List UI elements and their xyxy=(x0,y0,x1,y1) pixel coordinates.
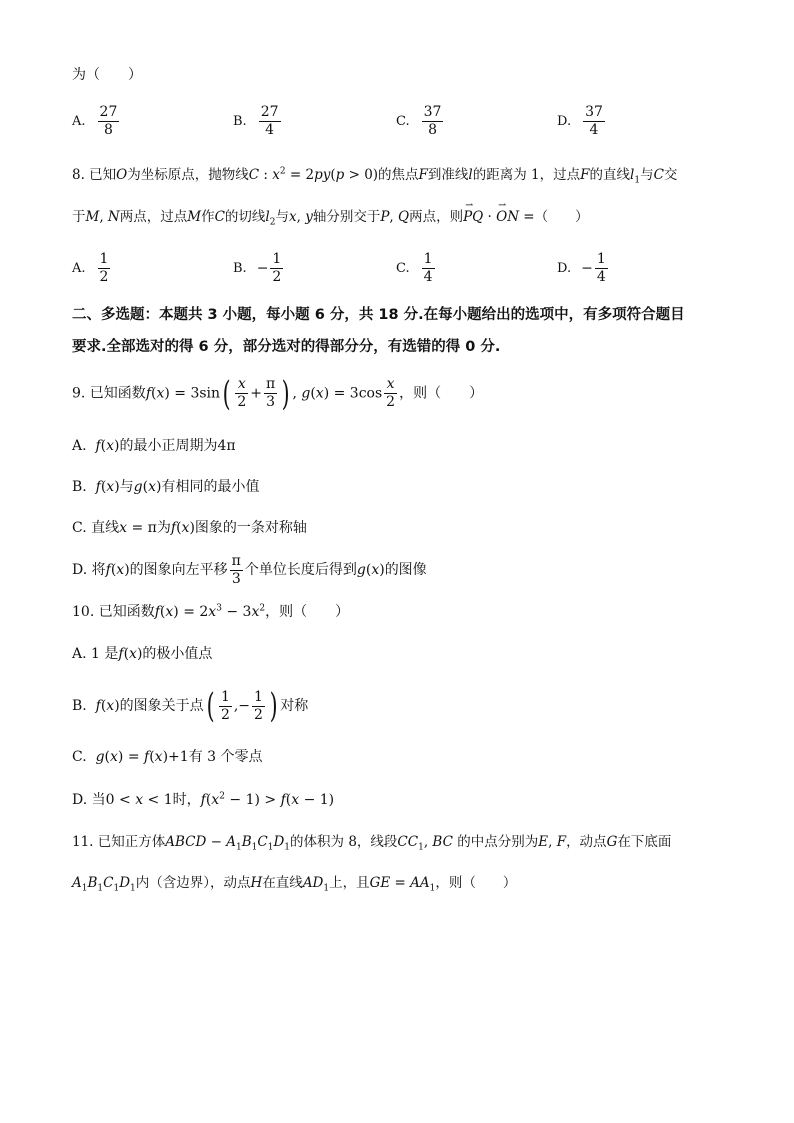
q7-tail: 为（ ） xyxy=(72,67,142,83)
q9-option-a[interactable]: A. f(x)的最小正周期为4π xyxy=(72,438,236,454)
q10-option-d[interactable]: D. 当0 < x < 1时，$f(x^2 - 1) > f(x - 1)$ xyxy=(72,791,335,808)
q10-option-c[interactable]: C. g(x) = f(x)+1有 3 个零点 xyxy=(72,749,263,765)
q10-option-b[interactable]: B. f(x)的图象关于点( $\frac{1}{2}$ ,− $\frac{1}{2}$ ) 对称 xyxy=(72,686,309,726)
section2-heading-line2: 要求.全部选对的得 6 分，部分选对的得部分分，有选错的得 0 分. xyxy=(72,339,501,355)
q10-stem: 10. 已知函数$f(x) = 2x^3 - 3x^2$，则（ ） xyxy=(72,603,350,620)
q11-stem-line1: 11. 已知正方体ABCD − $A_1B_1C_1D_1$的体积为 8，线段$CC_1$, BC 的中点分别为E, F，动点G在下底面 xyxy=(72,834,672,853)
q11-stem-line2: $A_1B_1C_1D_1$内（含边界），动点H在直线$AD_1$上，且GE = $AA_1$，则（ ） xyxy=(72,875,517,894)
q8-stem-line1: 8. 已知O为坐标原点，抛物线C : $x^2 = 2py(p > 0)$的焦点F到准线l的距离为 1，过点F的直线$l_1$与C交 xyxy=(72,166,678,186)
q7-option-b[interactable]: B. $\frac{27}{4}$ xyxy=(233,104,279,138)
q7-option-d[interactable]: D. $\frac{37}{4}$ xyxy=(557,104,603,138)
section2-heading-line1: 二、多选题：本题共 3 小题，每小题 6 分，共 18 分.在每小题给出的选项中，有多项符合题目 xyxy=(72,307,685,323)
q8-stem-line2: 于M, N两点，过点M作C的切线$l_2$与x, y轴分别交于P, Q两点，则⇀ PQ · ⇀ ON =（ ） xyxy=(72,206,589,228)
q9-stem: 9. 已知函数f(x) = 3sin( $\frac{x}{2}$ + $\frac{\pi}{3}$ ) , g(x) = 3cos $\frac{x}{2}$ ，则（ ） xyxy=(72,373,484,414)
q8-option-c[interactable]: C. $\frac{1}{4}$ xyxy=(396,251,433,285)
q7-option-a[interactable]: A. $\frac{27}{8}$ xyxy=(72,104,118,138)
q8-option-d[interactable]: D. − $\frac{1}{4}$ xyxy=(557,251,606,285)
q9-option-d[interactable]: D. 将f(x)的图象向左平移 $\frac{\pi}{3}$ 个单位长度后得到g(x)的图像 xyxy=(72,552,427,587)
q10-option-a[interactable]: A. 1 是f(x)的极小值点 xyxy=(72,646,213,662)
q9-option-c[interactable]: C. 直线x = π为f(x)图象的一条对称轴 xyxy=(72,520,307,536)
q7-tail-text xyxy=(72,64,142,86)
q8-option-b[interactable]: B. − $\frac{1}{2}$ xyxy=(233,251,282,285)
q7-option-c[interactable]: C. $\frac{37}{8}$ xyxy=(396,104,442,138)
q8-option-a[interactable]: A. $\frac{1}{2}$ xyxy=(72,251,109,285)
q9-option-b[interactable]: B. f(x)与g(x)有相同的最小值 xyxy=(72,479,260,495)
